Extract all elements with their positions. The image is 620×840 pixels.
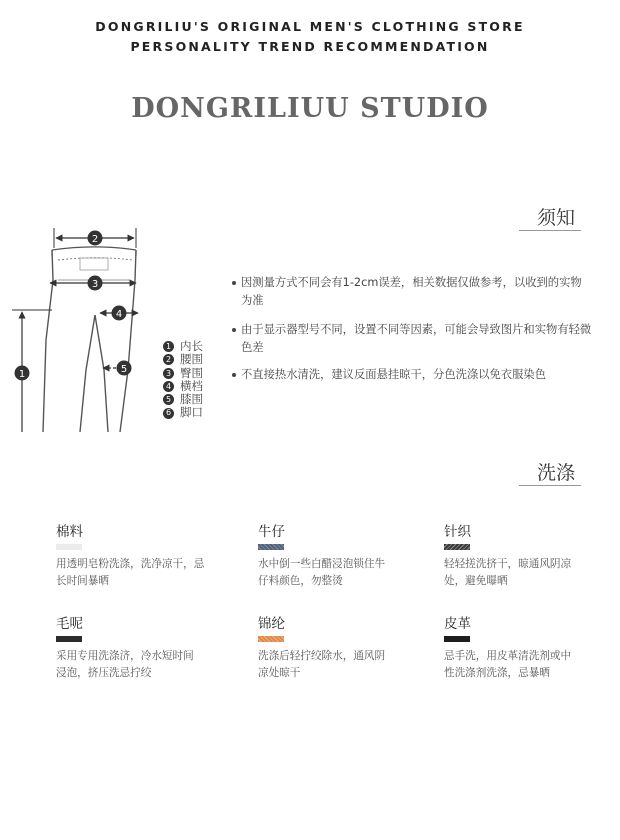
notice-title: 须知 <box>537 207 576 229</box>
notice-item: 不直接热水清洗，建议反面悬挂晾干，分色洗涤以免衣服染色 <box>232 366 592 384</box>
waistband-outline <box>52 247 136 250</box>
care-title: 皮革 <box>444 616 471 632</box>
pants-diagram <box>0 220 240 435</box>
care-title: 毛呢 <box>56 616 83 632</box>
left-leg-outline <box>43 250 53 432</box>
care-item-cotton: 棉料 用透明皂粉洗涤，洗净凉干，忌 长时间暴晒 <box>56 520 231 589</box>
care-title: 锦纶 <box>258 616 285 632</box>
legend-item-knee: 5 膝围 <box>163 393 203 406</box>
fabric-swatch <box>444 544 470 550</box>
marker-2: 2 <box>91 234 99 245</box>
marker-3: 3 <box>91 279 99 290</box>
studio-logo: DONGRILIUU STUDIO <box>131 93 489 124</box>
notice-item: 由于显示器型号不同，设置不同等因素，可能会导致图片和实物有轻微色差 <box>232 321 592 357</box>
notice-underline <box>519 230 581 231</box>
care-item-nylon: 锦纶 洗涤后轻拧绞除水，通风阴 凉处晾干 <box>258 612 433 681</box>
care-title: 针织 <box>444 524 471 540</box>
right-leg-outline <box>120 250 136 432</box>
legend-item-inseam: 1 内长 <box>163 340 203 353</box>
washing-underline <box>519 485 581 486</box>
care-title: 棉料 <box>56 524 83 540</box>
store-name: DONGRILIU'S ORIGINAL MEN'S CLOTHING STORE <box>95 19 525 34</box>
care-item-wool: 毛呢 采用专用洗涤济，冷水短时间 浸泡，挤压洗忌拧绞 <box>56 612 231 681</box>
fabric-swatch <box>258 544 284 550</box>
measurement-legend <box>163 340 203 433</box>
care-item-leather: 皮革 忌手洗，用皮革清洗剂或中 性洗涤剂洗涤，忌暴晒 <box>444 612 604 681</box>
washing-title: 洗涤 <box>537 462 576 484</box>
store-tagline: PERSONALITY TREND RECOMMENDATION <box>130 39 490 54</box>
notice-item: 因测量方式不同会有1-2cm误差，相关数据仅做参考，以收到的实物为准 <box>232 274 592 310</box>
fabric-swatch <box>56 636 82 642</box>
legend-item-hem: 6 脚口 <box>163 406 203 419</box>
care-item-knit: 针织 轻轻搓洗挤干，晾通风阴凉 处，避免曝晒 <box>444 520 604 589</box>
care-title: 牛仔 <box>258 524 285 540</box>
legend-item-waist: 2 腰围 <box>163 353 203 366</box>
legend-item-thigh: 4 横档 <box>163 380 203 393</box>
care-item-denim: 牛仔 水中倒一些白醋浸泡锁住牛 仔料颜色，勿整烫 <box>258 520 433 589</box>
legend-item-hip: 3 臀围 <box>163 367 203 380</box>
fabric-swatch <box>56 544 82 550</box>
fabric-swatch <box>444 636 470 642</box>
marker-1: 1 <box>18 369 26 380</box>
marker-5: 5 <box>120 364 128 375</box>
fabric-swatch <box>258 636 284 642</box>
marker-4: 4 <box>115 309 123 320</box>
